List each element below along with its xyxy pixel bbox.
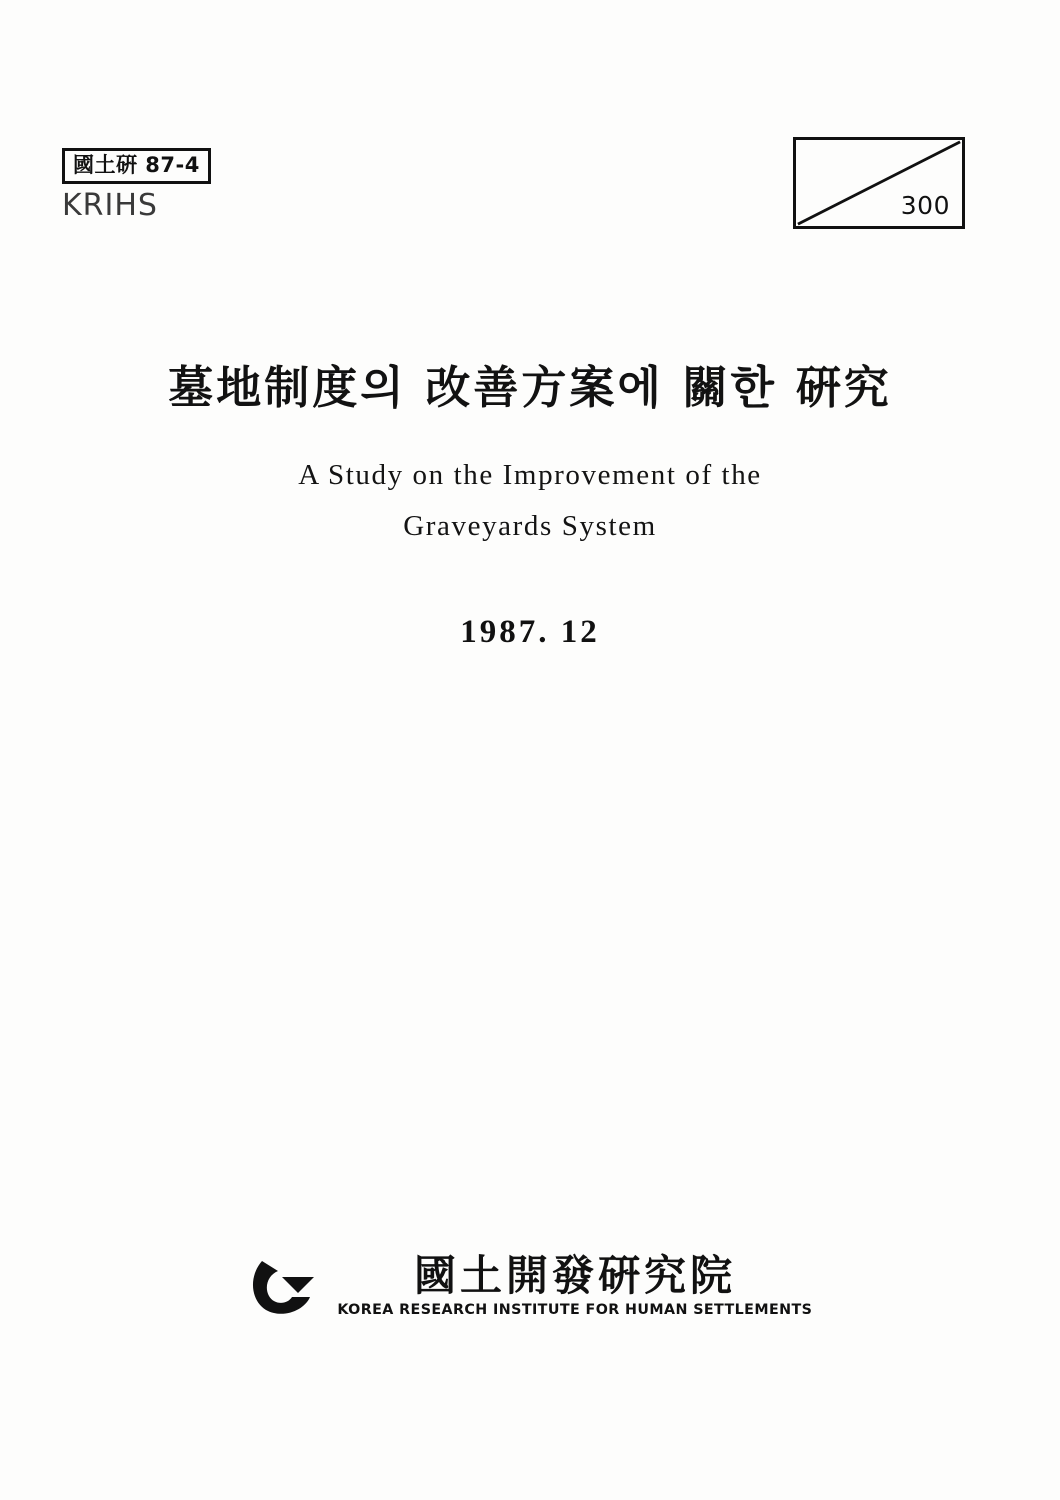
publisher-name-block <box>337 1251 813 1318</box>
classification-box <box>793 137 965 229</box>
document-title-korean: 墓地制度의 改善方案에 關한 硏究 <box>168 361 892 414</box>
publisher-name-korean: 國土開發硏究院 <box>413 1251 736 1300</box>
title-english-line-1: A Study on the Improvement of the <box>298 459 762 492</box>
publisher-name-english: KOREA RESEARCH INSTITUTE FOR HUMAN SETTLEMENTS <box>337 1302 813 1318</box>
classification-number: 300 <box>900 191 950 220</box>
institute-acronym: KRIHS <box>62 188 158 224</box>
publisher-block <box>0 1251 1060 1318</box>
document-title-english <box>0 450 1060 552</box>
krihs-logo-icon <box>252 1255 328 1317</box>
title-block <box>0 360 1060 651</box>
report-identifier-block <box>62 148 242 223</box>
publication-date: 1987. 12 <box>460 613 600 650</box>
report-number-box: 國土硏 87-4 <box>62 148 211 184</box>
title-english-line-2: Graveyards System <box>403 510 657 542</box>
krihs-logo-shape <box>252 1255 328 1317</box>
